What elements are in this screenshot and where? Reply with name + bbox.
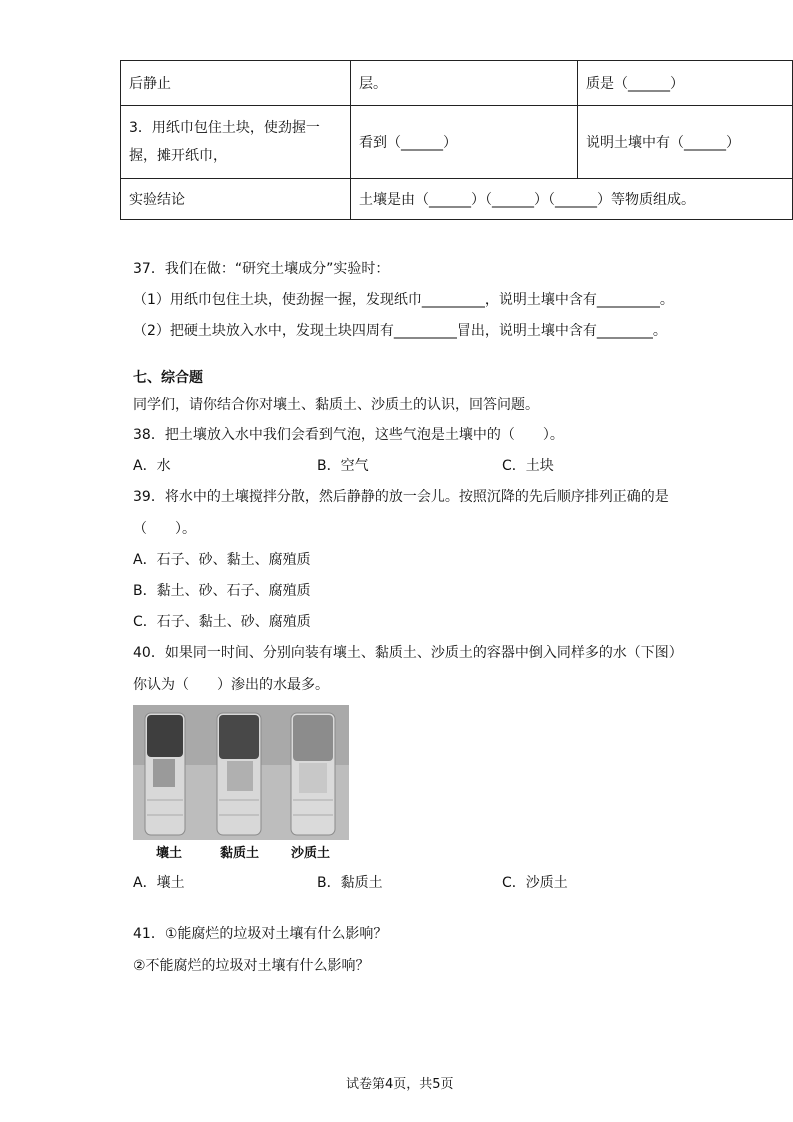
experiment-table <box>120 60 793 220</box>
q40-option-c: C．沙质土 <box>502 875 568 891</box>
section-intro: 同学们，请你结合你对壤土、黏质土、沙质土的认识，回答问题。 <box>133 397 539 413</box>
q37-stem: 37．我们在做：“研究土壤成分”实验时： <box>133 261 390 277</box>
table-cell: 3．用纸巾包住土块，使劲握一握，摊开纸巾， <box>121 106 351 179</box>
table-cell: 看到（______） <box>351 106 578 179</box>
q39-option-c: C．石子、黏土、砂、腐殖质 <box>133 614 311 630</box>
caption-loam: 壤土 <box>156 846 183 861</box>
table-cell: 实验结论 <box>121 179 351 220</box>
table-cell: 说明土壤中有（______） <box>578 106 793 179</box>
section-title: 七、综合题 <box>133 370 203 386</box>
bottle-sand <box>291 713 335 835</box>
q38-option-b: B．空气 <box>317 458 369 474</box>
q41-part1: 41．①能腐烂的垃圾对土壤有什么影响？ <box>133 926 388 942</box>
q38-stem: 38．把土壤放入水中我们会看到气泡，这些气泡是土壤中的（ ）。 <box>133 427 564 443</box>
bottle-loam <box>145 713 185 835</box>
caption-clay: 黏质土 <box>220 846 260 861</box>
q39-option-b: B．黏土、砂、石子、腐殖质 <box>133 583 311 599</box>
q38-option-a: A．水 <box>133 458 171 474</box>
table-cell: 土壤是由（______）（______）（______）等物质组成。 <box>351 179 793 220</box>
q40-option-b: B．黏质土 <box>317 875 383 891</box>
table-row <box>121 61 793 106</box>
table-row <box>121 179 793 220</box>
q39-stem: 39．将水中的土壤搅拌分散，然后静静的放一会儿。按照沉降的先后顺序排列正确的是 <box>133 489 669 505</box>
q41-part2: ②不能腐烂的垃圾对土壤有什么影响？ <box>133 958 370 974</box>
table-row <box>121 106 793 179</box>
q39-stem-cont: （ ）。 <box>133 521 196 537</box>
page-footer: 试卷第4页，共5页 <box>346 1077 454 1092</box>
q39-option-a: A．石子、砂、黏土、腐殖质 <box>133 552 311 568</box>
soil-bottles-photo <box>133 705 349 840</box>
table-cell: 后静止 <box>121 61 351 106</box>
q37-part1: （1）用纸巾包住土块，使劲握一握，发现纸巾_________，说明土壤中含有_________。 <box>133 292 674 308</box>
q40-stem: 40．如果同一时间、分别向装有壤土、黏质土、沙质土的容器中倒入同样多的水（下图） <box>133 645 683 661</box>
table-cell: 层。 <box>351 61 578 106</box>
q38-option-c: C．土块 <box>502 458 554 474</box>
q40-option-a: A．壤土 <box>133 875 185 891</box>
table-cell: 质是（______） <box>578 61 793 106</box>
caption-sand: 沙质土 <box>291 846 331 861</box>
q37-part2: （2）把硬土块放入水中，发现土块四周有_________冒出，说明土壤中含有________。 <box>133 323 667 339</box>
q40-stem-cont: 你认为（ ）渗出的水最多。 <box>133 677 329 693</box>
bottle-clay <box>217 713 261 835</box>
